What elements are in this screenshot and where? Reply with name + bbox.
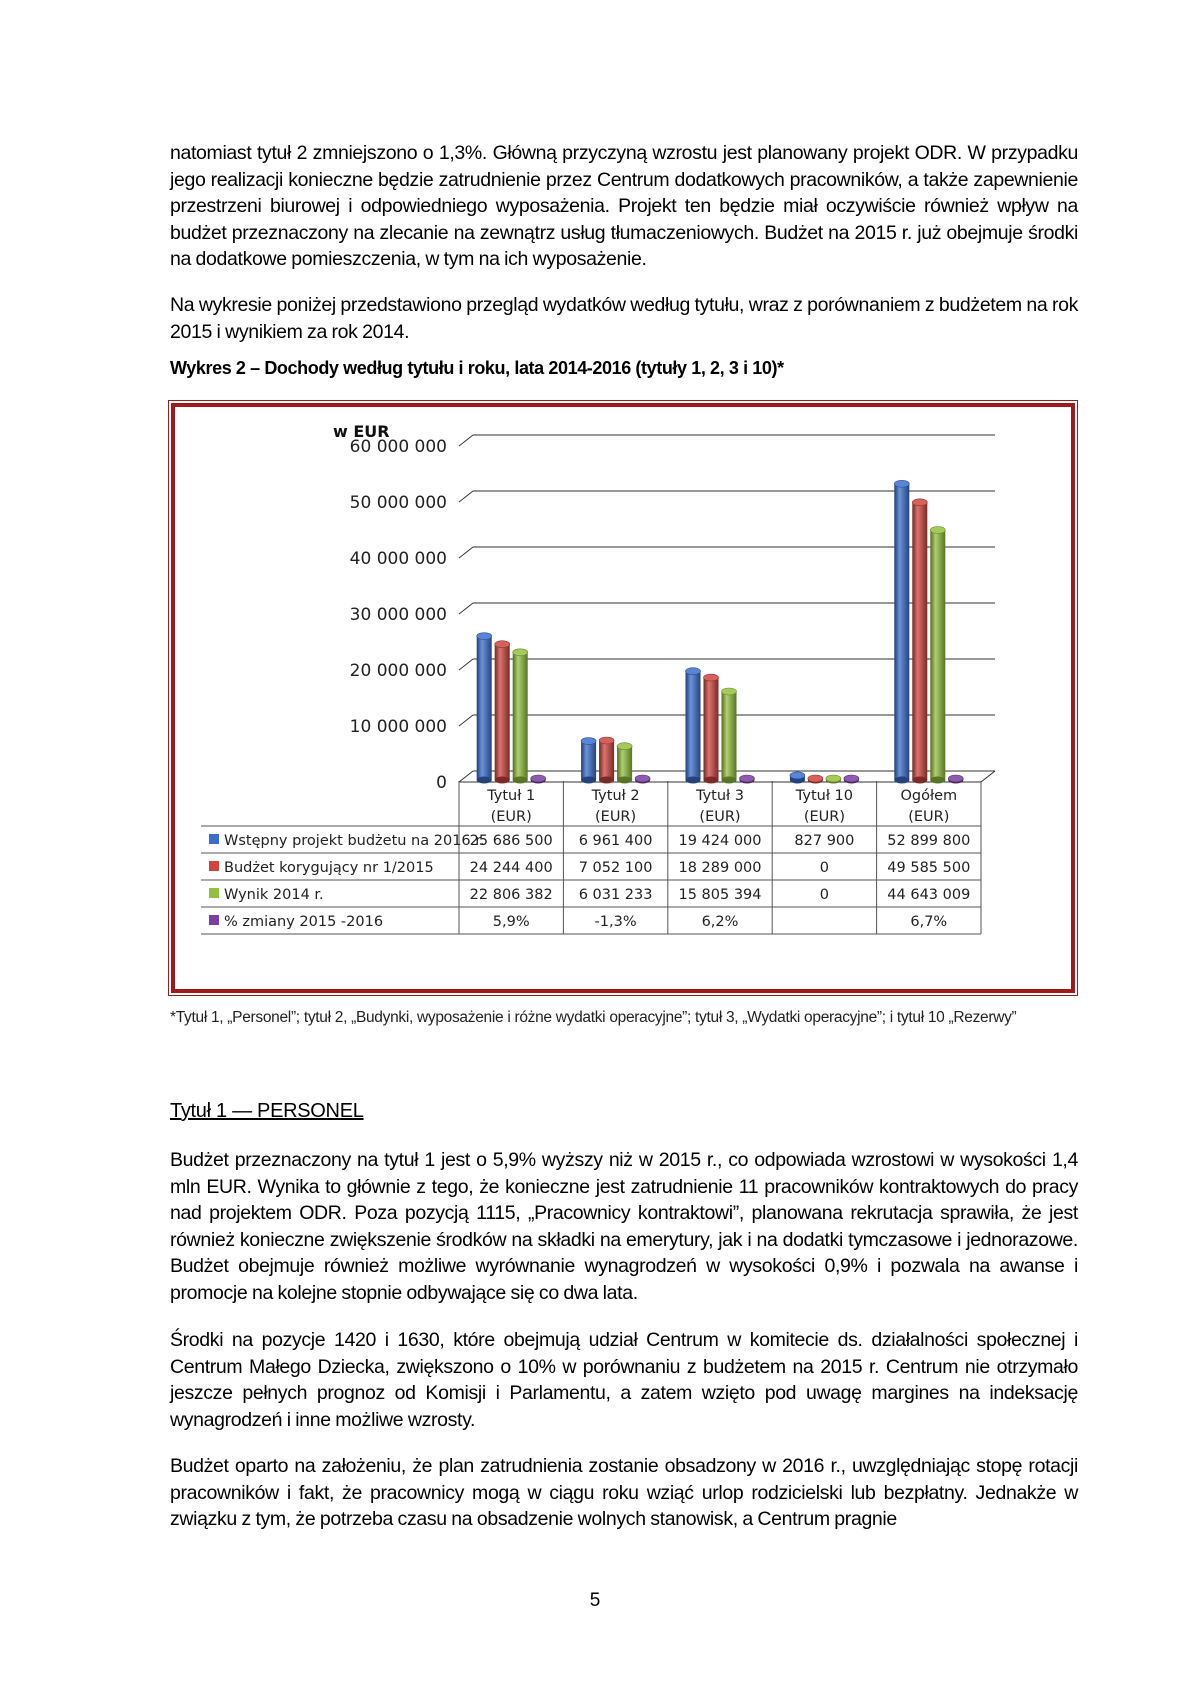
y-tick-label: 0 bbox=[436, 773, 447, 793]
legend-label: Budżet korygujący nr 1/2015 bbox=[224, 860, 434, 876]
bar bbox=[599, 741, 614, 780]
bar bbox=[477, 636, 492, 780]
legend-label: Wstępny projekt budżetu na 2016 r. bbox=[224, 833, 485, 849]
data-label: -1,3% bbox=[594, 914, 637, 930]
bar-base bbox=[704, 777, 719, 784]
bar bbox=[581, 741, 596, 780]
data-label: 52 899 800 bbox=[887, 833, 971, 849]
legend-swatch bbox=[209, 834, 219, 844]
bar bbox=[912, 502, 927, 780]
bar bbox=[495, 644, 510, 780]
bar-top bbox=[495, 641, 510, 648]
bar-base bbox=[912, 777, 927, 784]
bar-top bbox=[948, 775, 963, 782]
section-paragraph-2: Środki na pozycje 1420 i 1630, które obejmują udział Centrum w komitecie ds. działalności społecznej i Centrum Małego Dziecka, zwiększono o 10% w porównaniu z budżetem na 2015 r. Centrum nie otrzymało jeszcze pełnych prognoz od Komisji i Parlamentu, a zatem wzięto pod uwagę margines na indeksację wynagrodzeń i inne możliwe wzrosty. bbox=[170, 1329, 1078, 1431]
bar bbox=[686, 671, 701, 780]
chart-frame bbox=[171, 403, 1075, 993]
y-tick-label: 40 000 000 bbox=[349, 549, 447, 569]
bar-top bbox=[635, 775, 650, 782]
legend-swatch bbox=[209, 888, 219, 898]
y-tick-label: 30 000 000 bbox=[349, 605, 447, 625]
gridline-diagonal bbox=[459, 547, 473, 558]
data-label: 0 bbox=[819, 860, 830, 876]
data-label: 6,7% bbox=[910, 914, 948, 930]
bar bbox=[722, 691, 737, 780]
category-unit: (EUR) bbox=[908, 809, 950, 825]
data-label: 6 961 400 bbox=[578, 833, 653, 849]
category-unit: (EUR) bbox=[490, 809, 532, 825]
bar-base bbox=[513, 777, 528, 784]
data-label: 6,2% bbox=[701, 914, 739, 930]
section-paragraph-1: Budżet przeznaczony na tytuł 1 jest o 5,9% wyższy niż w 2015 r., co odpowiada wzrostowi w wysokości 1,4 mln EUR. Wynika to głównie z tego, że konieczne jest zatrudnienie 11 pracowników kontraktowych do pracy nad projektem ODR. Poza pozycją 1115, „Pracownicy kontraktowi”, planowana rekrutacja sprawiła, że jest również konieczne zwiększenie środków na składki na emerytury, jak i na dodatki tymczasowe i jednorazowe. Budżet obejmuje również możliwe wyrównanie wynagrodzeń w wysokości 0,9% i pozwala na awanse i promocje na kolejne stopnie odbywające się co dwa lata. bbox=[170, 1149, 1078, 1304]
bar bbox=[704, 678, 719, 780]
category-label: Tytuł 3 bbox=[695, 788, 745, 804]
category-unit: (EUR) bbox=[699, 809, 741, 825]
y-tick-label: 20 000 000 bbox=[349, 661, 447, 681]
bar-chart bbox=[175, 407, 1071, 989]
data-label: 24 244 400 bbox=[469, 860, 553, 876]
bar bbox=[930, 530, 945, 780]
y-tick-label: 10 000 000 bbox=[349, 717, 447, 737]
bar-top bbox=[581, 738, 596, 745]
gridline-diagonal bbox=[459, 603, 473, 614]
chart-footnote: *Tytuł 1, „Personel”; tytuł 2, „Budynki, wyposażenie i różne wydatki operacyjne”; tytuł 3, „Wydatki operacyjne”; i tytuł 10 „Rezerwy” bbox=[170, 1009, 1017, 1026]
bar-top bbox=[808, 775, 823, 782]
data-label: 5,9% bbox=[492, 914, 530, 930]
bar-top bbox=[930, 526, 945, 533]
gridline-diagonal bbox=[459, 715, 473, 726]
bar bbox=[894, 484, 909, 780]
page-number: 5 bbox=[589, 1590, 601, 1611]
data-label: 49 585 500 bbox=[887, 860, 971, 876]
bar-base bbox=[581, 777, 596, 784]
bar-base bbox=[686, 777, 701, 784]
bar-top bbox=[894, 480, 909, 487]
bar bbox=[617, 746, 632, 780]
data-label: 22 806 382 bbox=[469, 887, 553, 903]
intro-paragraph: natomiast tytuł 2 zmniejszono o 1,3%. Główną przyczyną wzrostu jest planowany projekt ODR. W przypadku jego realizacji konieczne będzie zatrudnienie przez Centrum dodatkowych pracowników, a także zapewnienie przestrzeni biurowej i odpowiedniego wyposażenia. Projekt ten będzie miał oczywiście również wpływ na budżet przeznaczony na zlecanie na zewnątrz usług tłumaczeniowych. Budżet na 2015 r. już obejmuje środki na dodatkowe pomieszczenia, w tym na ich wyposażenie. bbox=[170, 142, 1078, 270]
bar-base bbox=[894, 777, 909, 784]
data-label: 15 805 394 bbox=[678, 887, 762, 903]
data-label: 18 289 000 bbox=[678, 860, 762, 876]
category-unit: (EUR) bbox=[803, 809, 845, 825]
data-label: 7 052 100 bbox=[578, 860, 653, 876]
category-unit: (EUR) bbox=[595, 809, 637, 825]
bar-top bbox=[686, 668, 701, 675]
category-label: Tytuł 1 bbox=[487, 788, 536, 804]
gridline-diagonal bbox=[459, 659, 473, 670]
bar-top bbox=[531, 775, 546, 782]
chart-caption: Wykres 2 – Dochody według tytułu i roku, lata 2014-2016 (tytuły 1, 2, 3 i 10)* bbox=[170, 358, 784, 378]
bar-top bbox=[704, 674, 719, 681]
legend-swatch bbox=[209, 861, 219, 871]
bar-base bbox=[495, 777, 510, 784]
bar-top bbox=[740, 775, 755, 782]
y-tick-label: 60 000 000 bbox=[349, 437, 447, 457]
data-label: 44 643 009 bbox=[887, 887, 971, 903]
category-label: Tytuł 2 bbox=[591, 788, 640, 804]
bar-base bbox=[722, 777, 737, 784]
data-label: 827 900 bbox=[794, 833, 855, 849]
bar-top bbox=[826, 775, 841, 782]
bar-top bbox=[722, 688, 737, 695]
y-tick-label: 50 000 000 bbox=[349, 493, 447, 513]
category-label: Tytuł 10 bbox=[795, 788, 854, 804]
bar-top bbox=[844, 775, 859, 782]
bar bbox=[513, 652, 528, 780]
bar-top bbox=[617, 743, 632, 750]
section-heading: Tytuł 1 — PERSONEL bbox=[170, 1100, 364, 1122]
bar-top bbox=[513, 649, 528, 656]
legend-label: % zmiany 2015 -2016 bbox=[224, 914, 384, 930]
legend-swatch bbox=[209, 915, 219, 925]
bar-base bbox=[617, 777, 632, 784]
chart-intro-paragraph: Na wykresie poniżej przedstawiono przegląd wydatków według tytułu, wraz z porównaniem z budżetem na rok 2015 i wynikiem za rok 2014. bbox=[170, 294, 1078, 343]
section-paragraph-3: Budżet oparto na założeniu, że plan zatrudnienia zostanie obsadzony w 2016 r., uwzględniając stopę rotacji pracowników i fakt, że pracownicy mogą w ciągu roku wziąć urlop rodzicielski lub bezpłatny. Jednakże w związku z tym, że potrzeba czasu na obsadzenie wolnych stanowisk, a Centrum pragnie bbox=[170, 1455, 1078, 1530]
data-label: 6 031 233 bbox=[578, 887, 653, 903]
data-label: 19 424 000 bbox=[678, 833, 762, 849]
legend-label: Wynik 2014 r. bbox=[224, 887, 324, 903]
bar-top bbox=[790, 772, 805, 779]
bar-top bbox=[477, 633, 492, 640]
category-label: Ogółem bbox=[900, 788, 958, 804]
bar-base bbox=[930, 777, 945, 784]
bar-base bbox=[599, 777, 614, 784]
data-label: 0 bbox=[819, 887, 830, 903]
bar-top bbox=[912, 499, 927, 506]
bar-base bbox=[477, 777, 492, 784]
gridline-diagonal bbox=[459, 491, 473, 502]
gridline-diagonal bbox=[459, 771, 473, 782]
gridline-diagonal bbox=[459, 435, 473, 446]
bar-top bbox=[599, 737, 614, 744]
y-unit-label: w EUR bbox=[333, 422, 390, 441]
data-label: 25 686 500 bbox=[469, 833, 553, 849]
floor-right-edge bbox=[981, 771, 995, 782]
